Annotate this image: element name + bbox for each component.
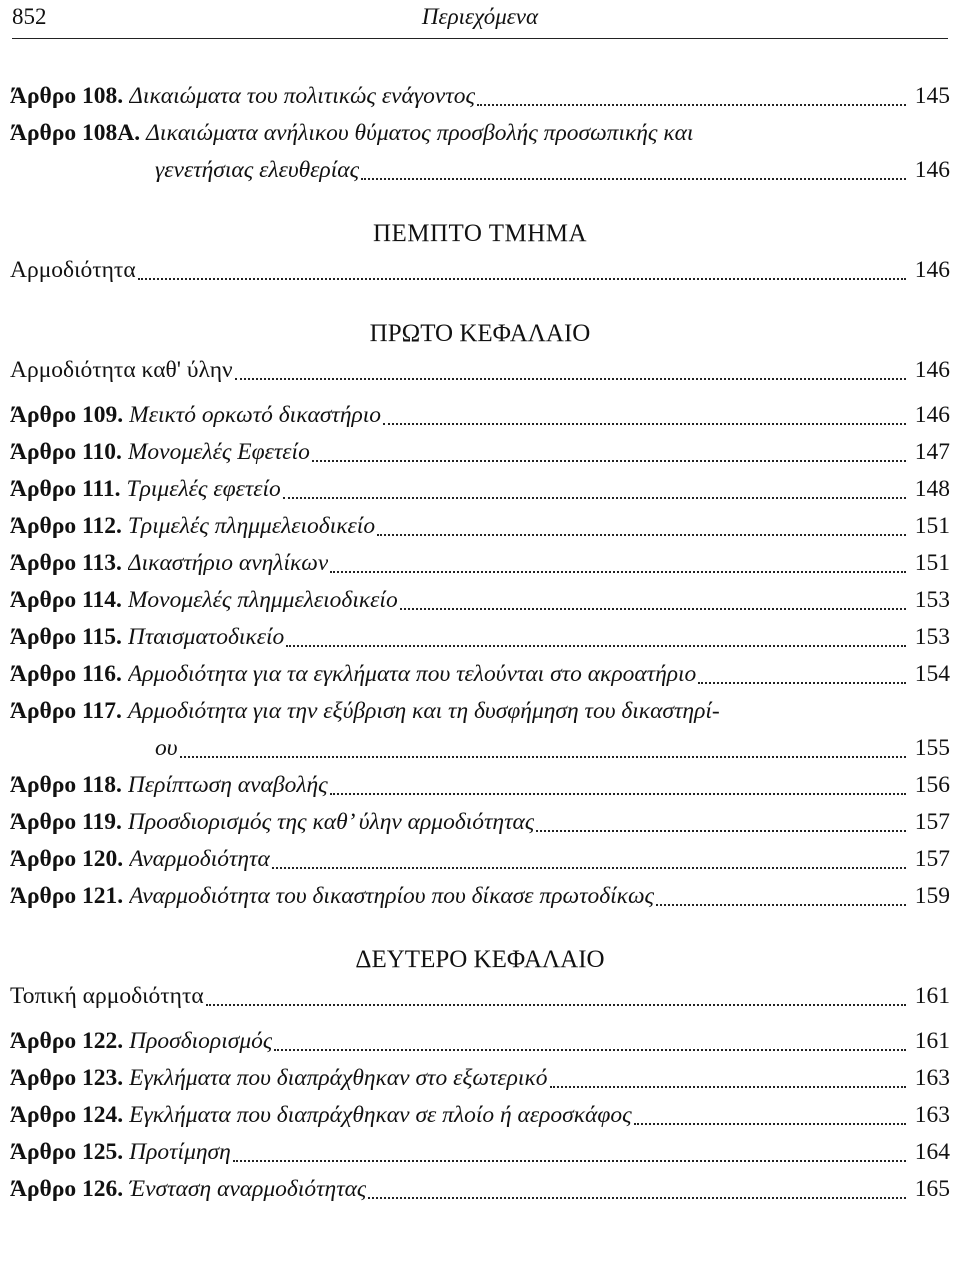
article-number: Άρθρο 109.	[10, 402, 124, 428]
article-title: Εγκλήματα που διαπράχθηκαν στο εξωτερικό	[129, 1065, 548, 1091]
dot-leader	[536, 829, 906, 832]
toc-entry-121[interactable]	[10, 878, 950, 915]
toc-list	[10, 78, 950, 1208]
dot-leader	[180, 755, 906, 758]
toc-entry-108[interactable]	[10, 78, 950, 115]
article-number: Άρθρο 120.	[10, 846, 124, 872]
dot-leader	[634, 1122, 906, 1125]
toc-entry-118[interactable]	[10, 767, 950, 804]
page-ref: 157	[914, 846, 950, 872]
page-ref: 156	[914, 772, 950, 798]
article-title: Δικαστήριο ανηλίκων	[127, 550, 329, 576]
page-ref: 155	[914, 735, 950, 761]
article-title: Προσδιορισμός της καθ’ ύλην αρμοδιότητας	[127, 809, 535, 835]
toc-entry-topiki[interactable]	[10, 978, 950, 1015]
section-title: Τοπική αρμοδιότητα	[10, 983, 204, 1009]
article-number: Άρθρο 108Α.	[10, 120, 141, 146]
article-title: Μονομελές πλημμελειοδικείο	[127, 587, 398, 613]
dot-leader	[312, 459, 906, 462]
article-number: Άρθρο 112.	[10, 513, 122, 539]
toc-entry-108a-line1[interactable]	[10, 115, 950, 152]
toc-entry-115[interactable]	[10, 619, 950, 656]
dot-leader	[274, 1048, 906, 1051]
running-title: Περιεχόμενα	[421, 4, 539, 29]
dot-leader	[206, 1003, 906, 1006]
toc-entry-111[interactable]	[10, 471, 950, 508]
toc-entry-126[interactable]	[10, 1171, 950, 1208]
article-number: Άρθρο 124.	[10, 1102, 124, 1128]
page-ref: 151	[914, 550, 950, 576]
dot-leader	[361, 177, 906, 180]
page-ref: 161	[914, 983, 950, 1009]
dot-leader	[477, 103, 906, 106]
toc-entry-112[interactable]	[10, 508, 950, 545]
toc-entry-123[interactable]	[10, 1060, 950, 1097]
toc-entry-117-line2[interactable]	[10, 730, 950, 767]
section-title: Αρμοδιότητα καθ' ύλην	[10, 357, 233, 383]
article-number: Άρθρο 125.	[10, 1139, 124, 1165]
page-header	[12, 0, 948, 39]
article-number: Άρθρο 126.	[10, 1176, 124, 1202]
dot-leader	[377, 533, 906, 536]
dot-leader	[656, 903, 906, 906]
toc-entry-armodiotita[interactable]	[10, 252, 950, 289]
page-ref: 151	[914, 513, 950, 539]
dot-leader	[400, 607, 906, 610]
article-title: Δικαιώματα ανήλικου θύματος προσβολής προσωπικής και	[146, 120, 694, 146]
article-title-continued: γενετήσιας ελευθερίας	[155, 157, 360, 183]
page-ref: 146	[914, 357, 950, 383]
article-title: Αρμοδιότητα για την εξύβριση και τη δυσφήμηση του δικαστηρί-	[127, 698, 720, 724]
article-number: Άρθρο 118.	[10, 772, 122, 798]
article-title: Τριμελές εφετείο	[126, 476, 281, 502]
toc-entry-125[interactable]	[10, 1134, 950, 1171]
page-ref: 153	[914, 587, 950, 613]
section-heading: ΠΕΜΠΤΟ ΤΜΗΜΑ	[372, 220, 588, 247]
toc-entry-kath-ylin[interactable]	[10, 352, 950, 389]
section-title: Αρμοδιότητα	[10, 257, 136, 283]
article-title: Προσδιορισμός	[129, 1028, 273, 1054]
article-title: Μεικτό ορκωτό δικαστήριο	[129, 402, 382, 428]
toc-entry-114[interactable]	[10, 582, 950, 619]
dot-leader	[550, 1085, 907, 1088]
dot-leader	[330, 570, 906, 573]
page-ref: 154	[914, 661, 950, 687]
article-title: Ένσταση αναρμοδιότητας	[129, 1176, 367, 1202]
page-ref: 157	[914, 809, 950, 835]
page-ref: 161	[914, 1028, 950, 1054]
dot-leader	[235, 377, 906, 380]
dot-leader	[368, 1196, 906, 1199]
dot-leader	[283, 496, 906, 499]
page-ref: 147	[914, 439, 950, 465]
article-title: Περίπτωση αναβολής	[127, 772, 328, 798]
dot-leader	[233, 1159, 906, 1162]
dot-leader	[330, 792, 906, 795]
article-number: Άρθρο 119.	[10, 809, 122, 835]
article-title: Προτίμηση	[129, 1139, 231, 1165]
toc-entry-119[interactable]	[10, 804, 950, 841]
article-title: Αναρμοδιότητα	[129, 846, 270, 872]
toc-entry-113[interactable]	[10, 545, 950, 582]
article-number: Άρθρο 113.	[10, 550, 122, 576]
page-ref: 145	[914, 83, 950, 109]
article-number: Άρθρο 115.	[10, 624, 122, 650]
page-ref: 153	[914, 624, 950, 650]
article-title: Αρμοδιότητα για τα εγκλήματα που τελούνται στο ακροατήριο	[127, 661, 697, 687]
article-number: Άρθρο 110.	[10, 439, 122, 465]
page-ref: 146	[914, 257, 950, 283]
article-title: Αναρμοδιότητα του δικαστηρίου που δίκασε πρωτοδίκως	[129, 883, 655, 909]
dot-leader	[286, 644, 906, 647]
page-ref: 146	[914, 157, 950, 183]
toc-entry-117-line1[interactable]	[10, 693, 950, 730]
article-number: Άρθρο 108.	[10, 83, 124, 109]
toc-entry-110[interactable]	[10, 434, 950, 471]
toc-entry-122[interactable]	[10, 1023, 950, 1060]
article-title: Πταισματοδικείο	[127, 624, 285, 650]
article-title: Τριμελές πλημμελειοδικείο	[127, 513, 376, 539]
toc-entry-109[interactable]	[10, 397, 950, 434]
page-ref: 148	[914, 476, 950, 502]
page-ref: 146	[914, 402, 950, 428]
page-ref: 164	[914, 1139, 950, 1165]
toc-entry-108a-line2[interactable]	[10, 152, 950, 189]
article-title: Εγκλήματα που διαπράχθηκαν σε πλοίο ή αεροσκάφος	[129, 1102, 632, 1128]
page-ref: 163	[914, 1065, 950, 1091]
page-number: 852	[12, 4, 47, 29]
dot-leader	[138, 277, 906, 280]
toc-entry-124[interactable]	[10, 1097, 950, 1134]
article-number: Άρθρο 114.	[10, 587, 122, 613]
article-number: Άρθρο 117.	[10, 698, 122, 724]
article-title-continued: ου	[155, 735, 178, 761]
dot-leader	[383, 422, 906, 425]
chapter-heading: ΠΡΩΤΟ ΚΕΦΑΛΑΙΟ	[369, 320, 591, 347]
page-ref: 159	[914, 883, 950, 909]
article-number: Άρθρο 121.	[10, 883, 124, 909]
chapter-heading: ΔΕΥΤΕΡΟ ΚΕΦΑΛΑΙΟ	[355, 946, 605, 973]
article-number: Άρθρο 111.	[10, 476, 121, 502]
page-ref: 165	[914, 1176, 950, 1202]
article-number: Άρθρο 116.	[10, 661, 122, 687]
article-number: Άρθρο 123.	[10, 1065, 124, 1091]
toc-entry-120[interactable]	[10, 841, 950, 878]
dot-leader	[698, 681, 906, 684]
article-title: Δικαιώματα του πολιτικώς ενάγοντος	[129, 83, 475, 109]
article-title: Μονομελές Εφετείο	[127, 439, 310, 465]
dot-leader	[272, 866, 906, 869]
toc-entry-116[interactable]	[10, 656, 950, 693]
page-ref: 163	[914, 1102, 950, 1128]
article-number: Άρθρο 122.	[10, 1028, 124, 1054]
